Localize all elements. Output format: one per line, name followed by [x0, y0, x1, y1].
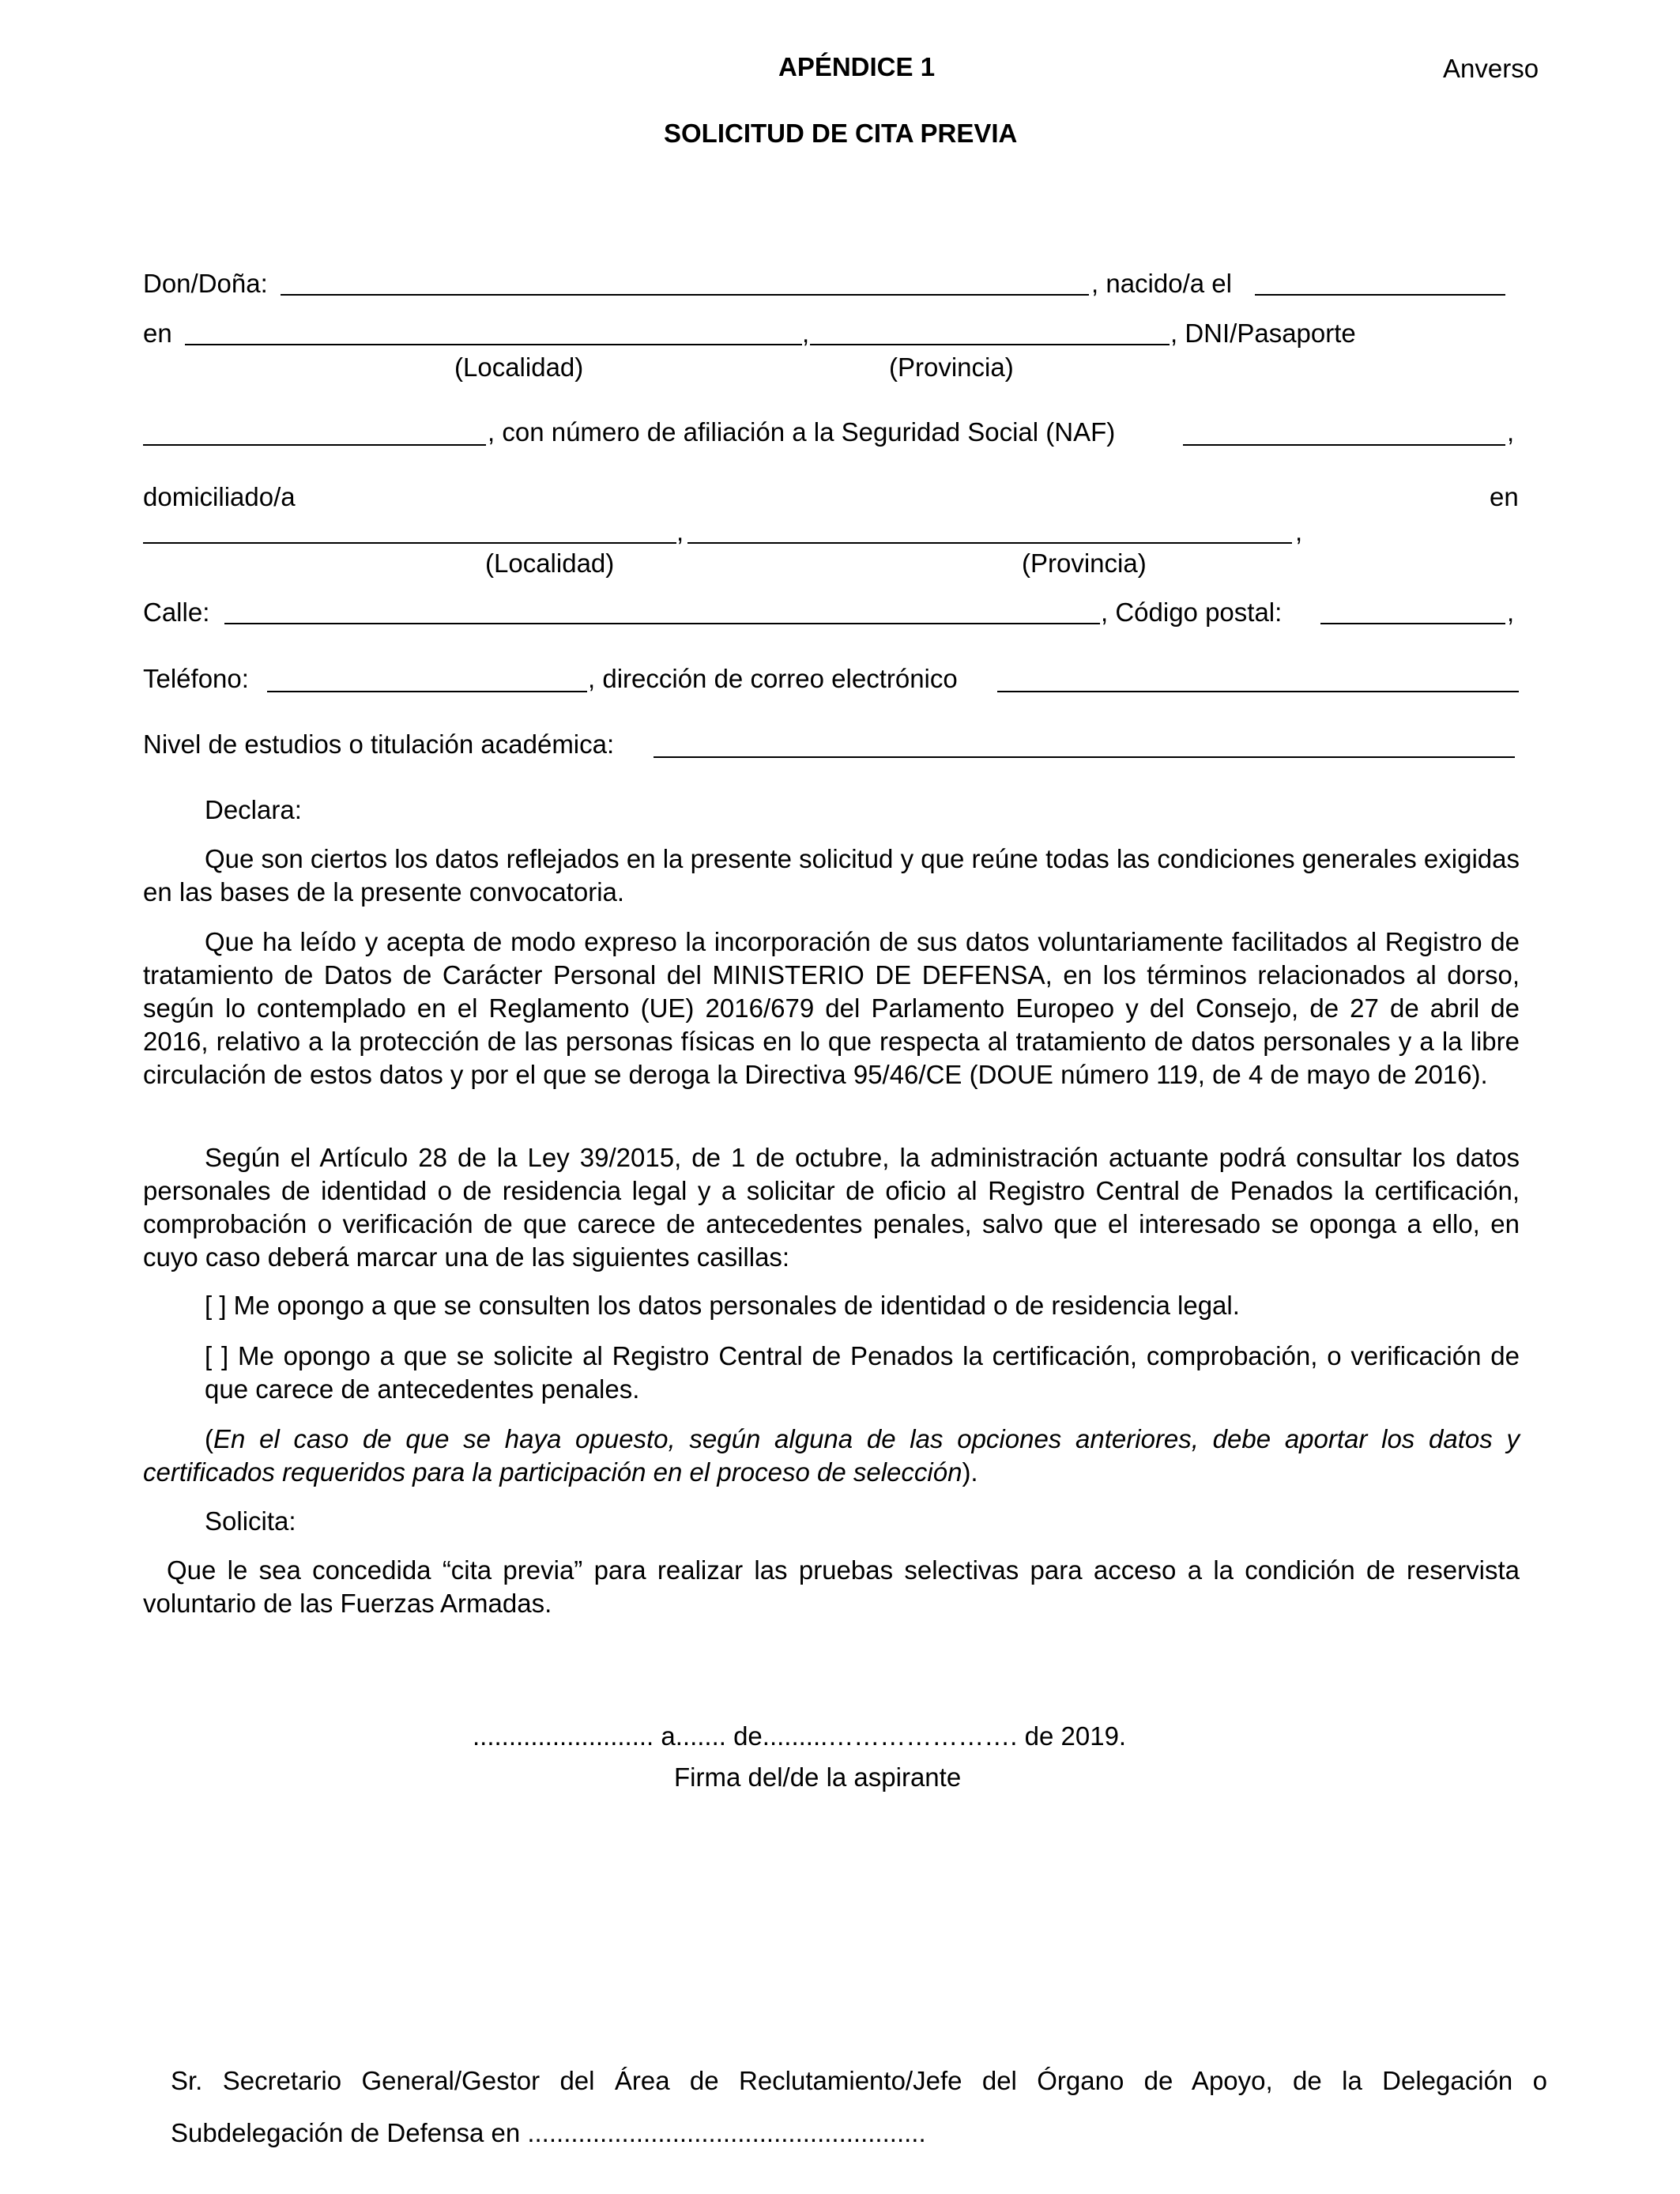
street-field[interactable] [224, 623, 1100, 624]
form-title: SOLICITUD DE CITA PREVIA [664, 119, 1018, 148]
domiciliado-label: domiciliado/a [143, 482, 296, 511]
declaration-paragraph-2: Que ha leído y acepta de modo expreso la incorporación de sus datos voluntariamente facilitados al Registro de tratamiento de Datos de Carácter Personal del MINISTERIO DE DEFENSA, en los términos relacionados al dorso, según lo contemplado en el Reglamento (UE) 2016/679 del Parlamento Europeo y del Consejo, de 27 de abril de 2016, relativo a la protección de las personas físicas en lo que respecta al tratamiento de datos personales y a la libre circulación de estos datos y por el que se deroga la Directiva 95/46/CE (DOUE número 119, de 4 de mayo de 2016). [143, 927, 1520, 1089]
birthdate-field[interactable] [1255, 294, 1505, 296]
side-label: Anverso [1443, 54, 1539, 83]
declara-heading: Declara: [205, 795, 302, 824]
estudios-label: Nivel de estudios o titulación académica: [143, 729, 615, 759]
studies-field[interactable] [654, 756, 1515, 758]
en-label: en [1490, 482, 1519, 511]
comma: , [1295, 517, 1303, 546]
residence-province-caption: (Provincia) [1022, 548, 1147, 578]
appendix-title: APÉNDICE 1 [778, 52, 936, 81]
naf-field[interactable] [1183, 444, 1505, 446]
residence-province-field[interactable] [687, 542, 1292, 544]
en-label: en [143, 319, 172, 348]
postal-code-field[interactable] [1320, 623, 1505, 624]
dni-field[interactable] [143, 444, 486, 446]
phone-field[interactable] [267, 691, 587, 692]
date-line[interactable]: ......................... a....... de.........…………………. de 2019. [473, 1721, 1127, 1751]
comma: , [1507, 598, 1515, 627]
dni-label: , DNI/Pasaporte [1170, 319, 1356, 348]
don-label: Don/Doña: [143, 269, 268, 298]
addressee-line-2: Subdelegación de Defensa en ....................................................... [171, 2118, 926, 2147]
residence-locality-caption: (Localidad) [485, 548, 615, 578]
birth-province-field[interactable] [810, 344, 1170, 345]
residence-locality-field[interactable] [143, 542, 676, 544]
declaration-paragraph-3: Según el Artículo 28 de la Ley 39/2015, de 1 de octubre, la administración actuante podrá consultar los datos personales de identidad o de residencia legal y a solicitar de oficio al Registro Central de Penados la certificación, comprobación o verificación de que carece de antecedentes penales, salvo que el interesado se oponga a ello, en cuyo caso deberá marcar una de las siguientes casillas: [143, 1143, 1520, 1272]
nacido-label: , nacido/a el [1091, 269, 1232, 298]
telefono-label: Teléfono: [143, 664, 249, 693]
option-consult-identity[interactable]: [ ] Me opongo a que se consulten los datos personales de identidad o de residencia legal. [205, 1291, 1240, 1320]
solicita-heading: Solicita: [205, 1506, 296, 1536]
name-field[interactable] [281, 294, 1089, 296]
comma: , [1507, 417, 1515, 447]
cp-label: , Código postal: [1101, 598, 1283, 627]
signature-label: Firma del/de la aspirante [674, 1762, 962, 1792]
birth-province-caption: (Provincia) [889, 352, 1014, 382]
comma: , [676, 517, 684, 546]
comma: , [802, 319, 810, 348]
request-paragraph: Que le sea concedida “cita previa” para realizar las pruebas selectivas para acceso a la condición de reservista voluntario de las Fuerzas Armadas. [143, 1555, 1520, 1618]
addressee-line-1: Sr. Secretario General/Gestor del Área de Reclutamiento/Jefe del Órgano de Apoyo, de la Delegación o [171, 2066, 1547, 2095]
calle-label: Calle: [143, 598, 210, 627]
naf-label: , con número de afiliación a la Seguridad Social (NAF) [488, 417, 1116, 447]
birth-locality-field[interactable] [185, 344, 802, 345]
birth-locality-caption: (Localidad) [454, 352, 584, 382]
email-label: , dirección de correo electrónico [588, 664, 958, 693]
email-field[interactable] [997, 691, 1519, 692]
option-consult-penal-record[interactable]: [ ] Me opongo a que se solicite al Registro Central de Penados la certificación, comprobación, o verificación de que carece de antecedentes penales. [205, 1341, 1520, 1404]
declaration-paragraph-1: Que son ciertos los datos reflejados en la presente solicitud y que reúne todas las condiciones generales exigidas en las bases de la presente convocatoria. [143, 844, 1520, 907]
opposition-note: (En el caso de que se haya opuesto, según alguna de las opciones anteriores, debe aportar los datos y certificados requeridos para la participación en el proceso de selección). [143, 1424, 1520, 1487]
